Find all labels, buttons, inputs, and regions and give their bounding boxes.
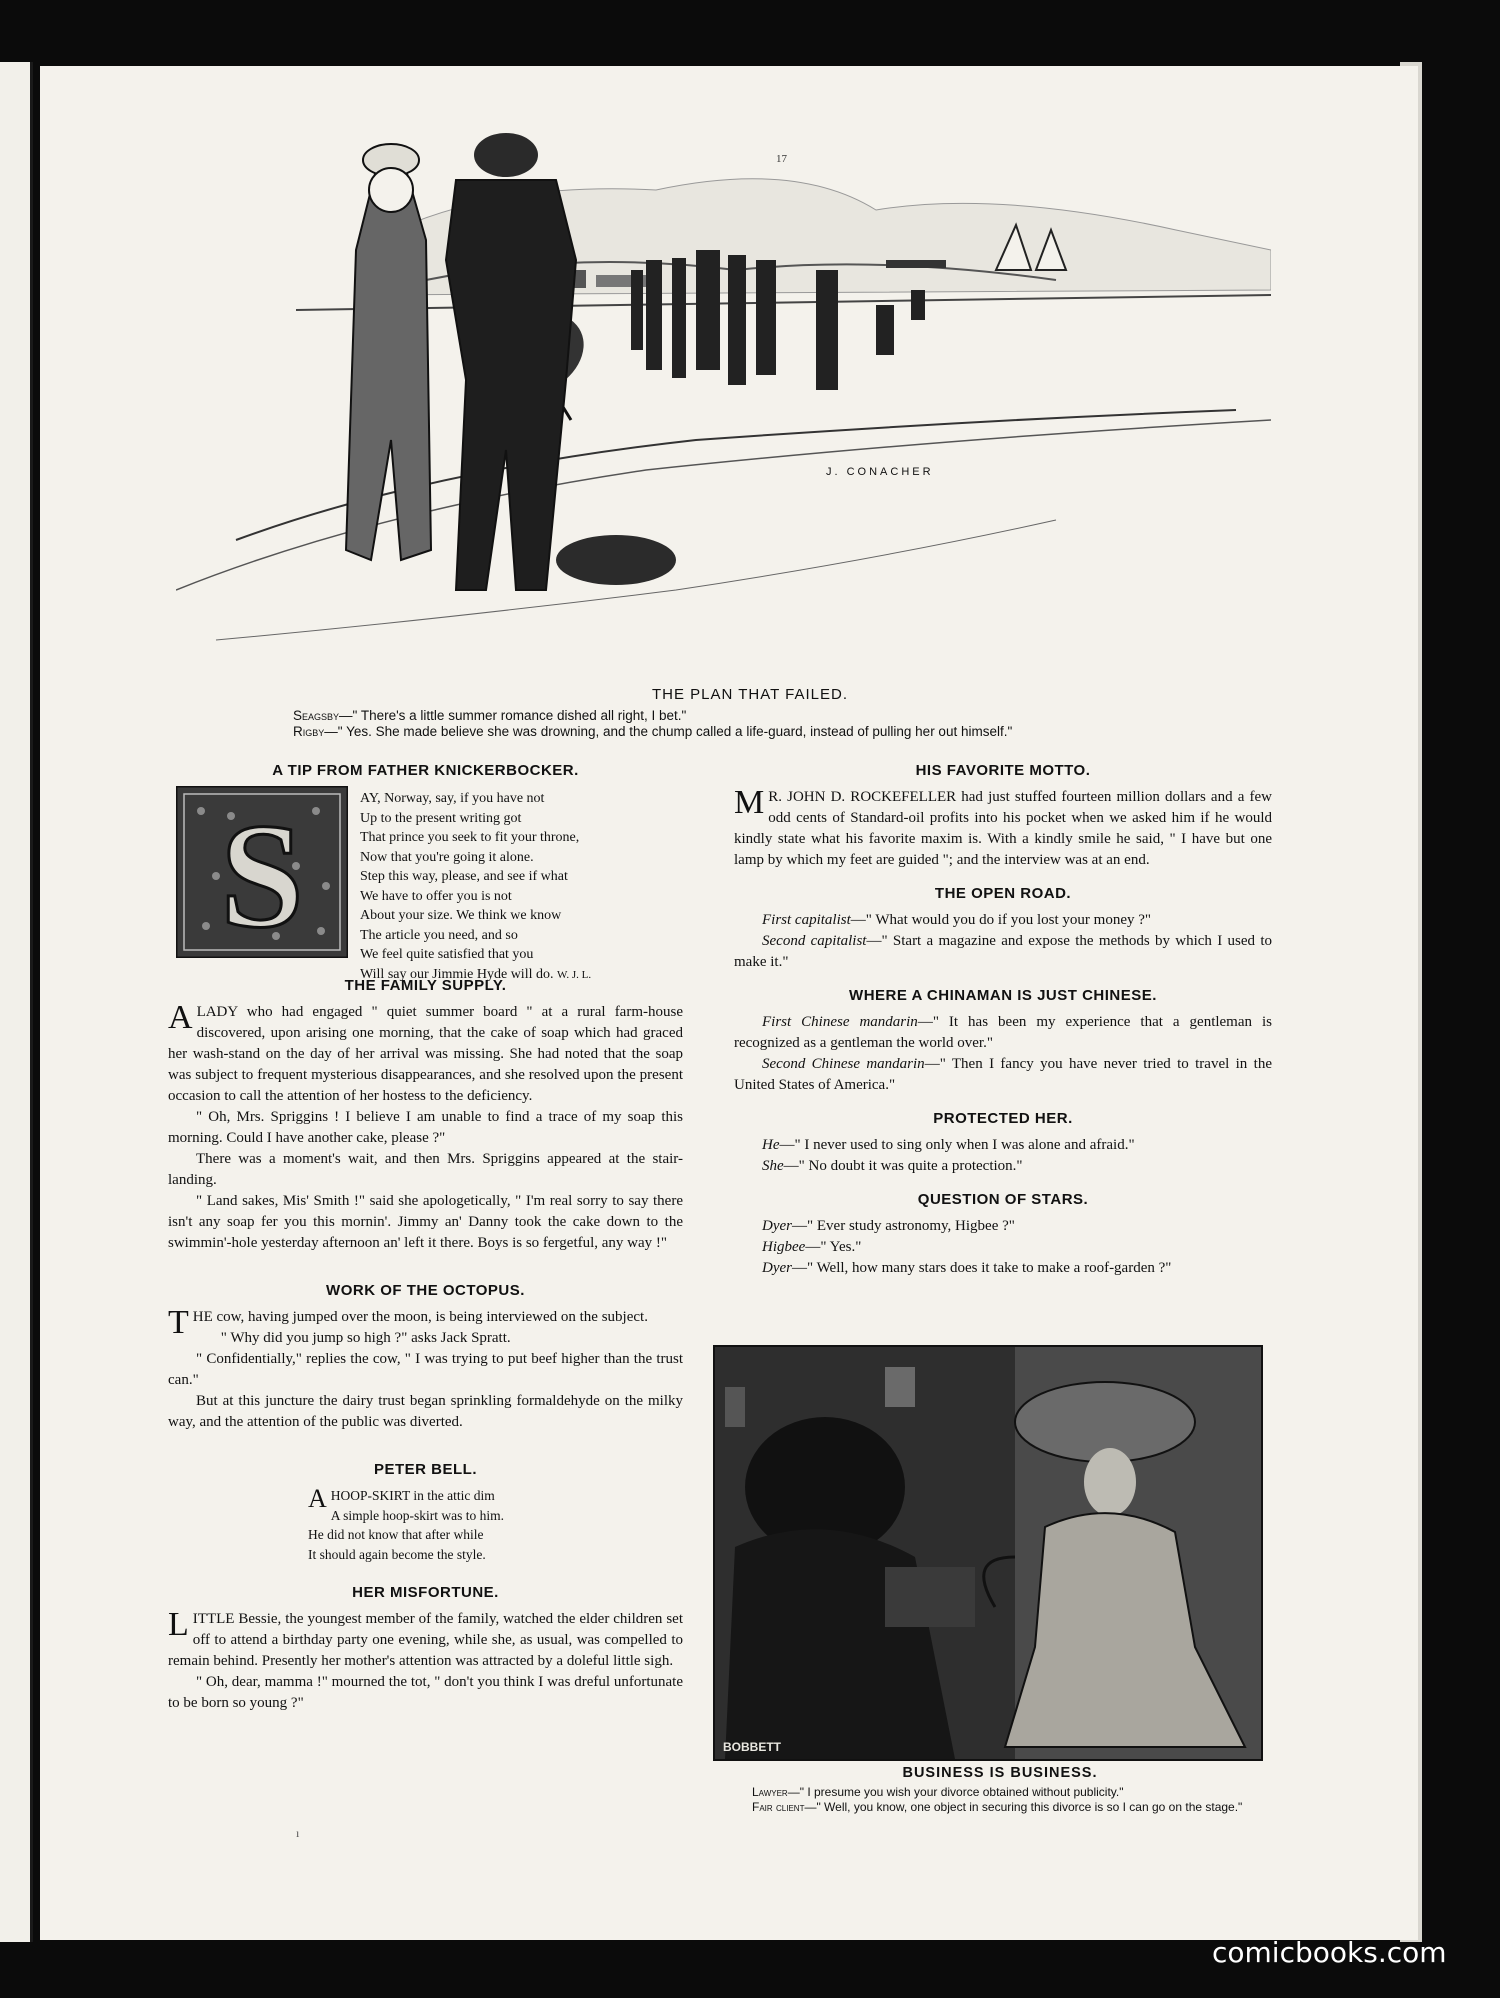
artist-signature: BOBBETT [723,1740,781,1754]
verse-text: HOOP-SKIRT in the attic dim [330,1488,495,1503]
verse-line [308,1484,683,1513]
verse-line [360,965,680,986]
protected-line-1 [734,1135,1272,1156]
speaker-name: First capitalist [762,912,851,928]
speaker-name: Seagsby [293,708,340,723]
speaker-name: Rigby [293,724,325,739]
author-initials: W. J. L. [556,968,592,981]
verse-text: Will say our Jimmie Hyde will do. [360,966,554,982]
verse-line: AY, Norway, say, if you have not [360,791,545,806]
motto-paragraph [734,784,1272,871]
peter-heading: PETER BELL. [373,1461,477,1478]
site-watermark: comicbooks.com [1212,1936,1447,1969]
stray-mark: ı [296,1826,300,1840]
speaker-name: First Chinese mandarin [762,1014,918,1030]
road-heading: THE OPEN ROAD. [934,885,1072,902]
dialogue-text: —" It has been my experience that a gentleman is recognized as a gentleman the world over." [734,1014,1272,1051]
motto-heading: HIS FAVORITE MOTTO. [915,762,1091,779]
business-caption-title: BUSINESS IS BUSINESS. [902,1765,1098,1781]
chinaman-line-1 [734,1012,1272,1054]
speaker-name: Dyer [762,1218,792,1234]
speaker-name: Second capitalist [762,933,867,949]
paragraph-text: R. JOHN D. ROCKEFELLER had just stuffed fourteen million dollars and a few odd cents of Standard-oil profits into his pocket when we asked him if he would kindly state what his favorite maxim is. With a kindly smile he said, " I have but one lamp by which my feet are guided "; and the interview was at an end. [734,789,1272,868]
verse-line: About your size. We think we know [360,908,562,923]
road-line-1 [734,910,1272,931]
verse-line: A simple hoop-skirt was to him. [330,1507,505,1523]
illuminated-initial-s [176,786,348,958]
misfortune-paragraph-1 [168,1606,683,1672]
dialogue-text: —" Then I fancy you have never tried to travel in the United States of America." [734,1056,1272,1093]
speaker-name: Fair client [752,1800,805,1814]
speaker-name: He [762,1137,780,1153]
road-line-2 [734,931,1272,973]
artist-signature: J. CONACHER [826,466,934,478]
protected-heading: PROTECTED HER. [933,1110,1073,1127]
tip-heading: A TIP FROM FATHER KNICKERBOCKER. [272,762,579,779]
misfortune-paragraph-2: " Oh, dear, mamma !" mourned the tot, " don't you think I was dreful unfortunate to be born so young ?" [168,1674,683,1711]
caption-line-lawyer [718,1785,1263,1800]
octopus-paragraph-4: But at this juncture the dairy trust began sprinkling formaldehyde on the milky way, and the attention of the public was diverted. [168,1393,683,1430]
verse-line: He did not know that after while [308,1527,484,1542]
dialogue-text: —" I never used to sing only when I was alone and afraid." [779,1137,1135,1153]
dialogue-text: —" No doubt it was quite a protection." [783,1158,1023,1174]
stars-heading: QUESTION OF STARS. [917,1191,1089,1208]
family-paragraph-1 [168,999,683,1107]
facing-page-edge [0,62,33,1942]
misfortune-heading: HER MISFORTUNE. [352,1584,499,1601]
verse-line: It should again become the style. [308,1546,486,1562]
illustration-caption-title: THE PLAN THAT FAILED. [651,686,849,703]
speaker-name: Lawyer [752,1785,788,1799]
dialogue-text: —" What would you do if you lost your money ?" [850,912,1152,928]
stars-line-1 [734,1216,1272,1237]
paragraph-text: HE cow, having jumped over the moon, is being interviewed on the subject. [192,1309,648,1325]
verse-line: The article you need, and so [360,927,518,943]
speaker-name: Higbee [762,1239,806,1255]
family-paragraph-2: " Oh, Mrs. Spriggins ! I believe I am unable to find a trace of my soap this morning. Could I have another cake, please ?" [168,1109,683,1146]
drop-cap: A [308,1484,327,1513]
protected-line-2 [734,1156,1272,1177]
speaker-name: Dyer [762,1260,792,1276]
family-paragraph-3: There was a moment's wait, and then Mrs. Spriggins appeared at the stair-landing. [168,1151,683,1188]
octopus-paragraph-3: " Confidentially," replies the cow, " I was trying to put beef higher than the trust can." [168,1351,683,1388]
caption-text: —" Well, you know, one object in securing this divorce is so I can go on the stage." [804,1800,1243,1814]
initial-letter: S [220,793,304,958]
stars-line-2 [734,1237,1272,1258]
paragraph-text: ITTLE Bessie, the youngest member of the family, watched the elder children set off to attend a birthday party one evening, while she, as usual, was compelled to remain behind. Presently her mother's attention was attracted by a doleful little sigh. [168,1611,683,1669]
drop-cap: M [734,784,765,821]
drop-cap: T [168,1304,189,1341]
right-column [734,760,1272,1279]
paragraph-text: LADY who had engaged " quiet summer board " at a rural farm-house discovered, upon arising one morning, that the cake of soap which had graced her wash-stand on the day of her arrival was missing. She had noted that the soap was subject to frequent mysterious disappearances, and she resolved upon the present occasion to call the attention of her hostess to the deficiency. [168,1004,683,1104]
caption-line-rigby [293,724,1012,739]
business-illustration [713,1345,1263,1761]
caption-line-client [718,1800,1263,1815]
business-caption [718,1785,1263,1815]
tip-verse [360,789,680,985]
caption-line-seagsby [293,708,686,723]
dialogue-text: —" Start a magazine and expose the methods by which I used to make it." [734,933,1273,970]
chinaman-heading: WHERE A CHINAMAN IS JUST CHINESE. [849,987,1157,1004]
caption-text: —" I presume you wish your divorce obtained without publicity." [787,1785,1124,1799]
caption-text: —" There's a little summer romance dished all right, I bet." [339,708,687,723]
drop-cap: A [168,999,193,1036]
family-heading: THE FAMILY SUPPLY. [344,977,507,994]
verse-line: Up to the present writing got [360,810,522,826]
octopus-paragraph-2: " Why did you jump so high ?" asks Jack Spratt. [220,1330,511,1346]
peter-verse [308,1486,683,1564]
stars-line-3 [734,1258,1272,1279]
verse-line: That prince you seek to fit your throne, [360,830,580,845]
verse-line: We feel quite satisfied that you [360,947,534,962]
chinaman-line-2 [734,1054,1272,1096]
verse-line: Step this way, please, and see if what [360,869,568,884]
dialogue-text: —" Yes." [805,1239,862,1255]
speaker-name: Second Chinese mandarin [762,1056,925,1072]
beach-scene-illustration [176,120,1271,680]
octopus-heading: WORK OF THE OCTOPUS. [326,1282,525,1299]
family-paragraph-4: " Land sakes, Mis' Smith !" said she apologetically, " I'm real sorry to say there isn't any soap fer you this mornin'. Jimmy an' Danny took the cake down to the swimmin'-hole yesterday afternoon an' left it there. Boys is so fergetful, any way !" [168,1193,683,1251]
caption-text: —" Yes. She made believe she was drowning, and the chump called a life-guard, instead of pulling her out himself." [324,724,1013,739]
dialogue-text: —" Ever study astronomy, Higbee ?" [792,1218,1015,1234]
verse-line: We have to offer you is not [360,888,512,904]
page-number-mark: 17 [776,153,787,165]
dialogue-text: —" Well, how many stars does it take to make a roof-garden ?" [792,1260,1172,1276]
speaker-name: She [762,1158,784,1174]
verse-line: Now that you're going it alone. [360,849,534,865]
drop-cap: L [168,1606,189,1643]
